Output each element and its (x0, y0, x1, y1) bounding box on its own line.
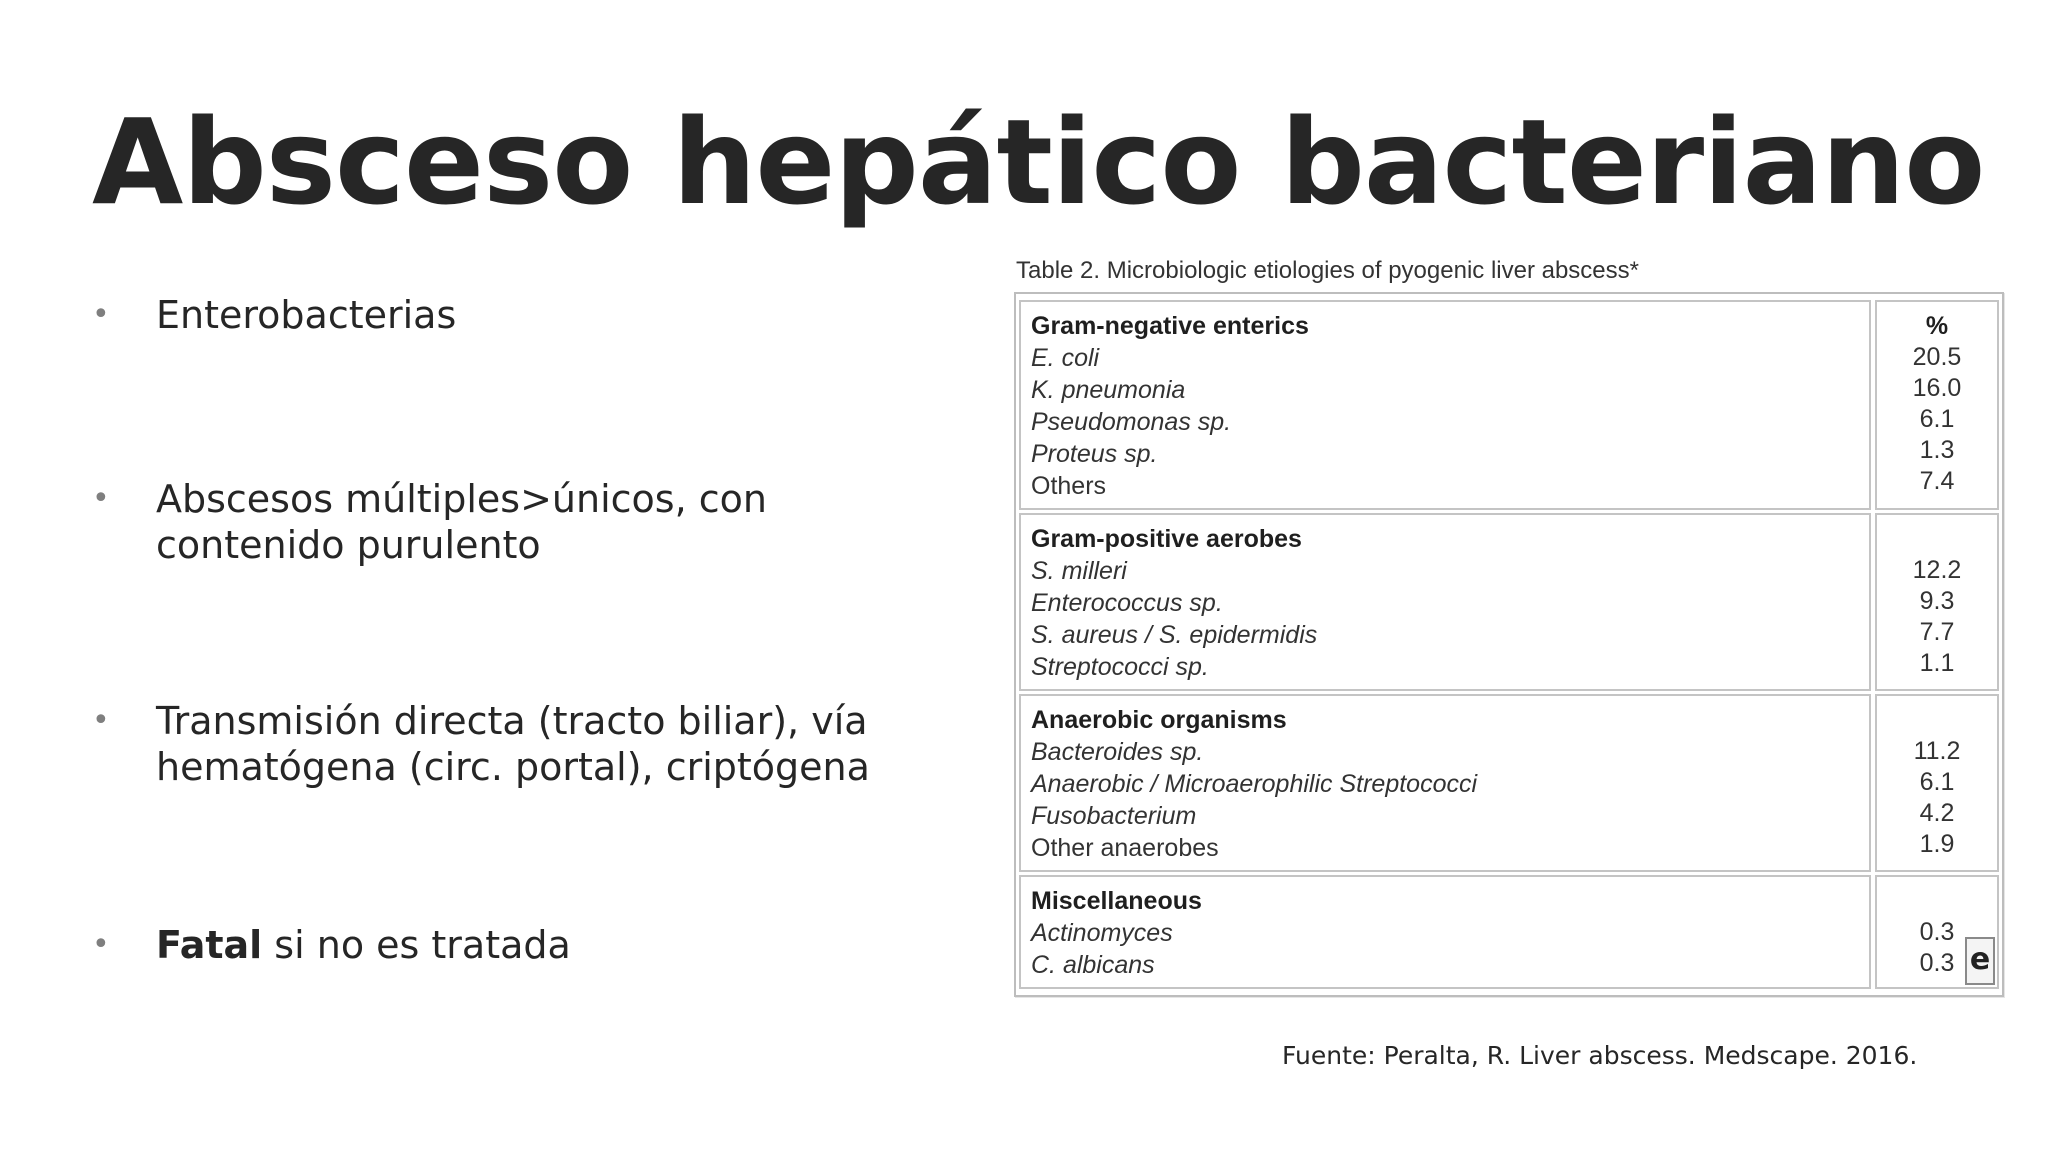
percent-value: 1.1 (1919, 649, 1955, 677)
bullet-text (156, 922, 571, 968)
percent-value: 11.2 (1913, 737, 1961, 765)
group-header: Gram-negative enterics (1031, 312, 1309, 340)
organism-name: C. albicans (1031, 951, 1155, 979)
group-header: Anaerobic organisms (1031, 706, 1287, 734)
percent-value: 0.3 (1919, 918, 1955, 946)
bullet-line: hematógena (circ. portal), criptógena (156, 745, 870, 789)
organism-name: Bacteroides sp. (1031, 738, 1204, 766)
bullet-rest-text: si no es tratada (262, 923, 571, 967)
organism-name: Streptococci sp. (1031, 653, 1209, 681)
percent-header: % (1925, 312, 1949, 340)
bullet-text (156, 698, 870, 790)
bullet-item-fatal (92, 922, 992, 968)
organism-name: Other anaerobes (1031, 834, 1219, 862)
bullet-dot-icon: • (92, 297, 110, 332)
slide-title: Absceso hepático bacteriano (92, 93, 1985, 231)
percent-value: 6.1 (1919, 768, 1955, 796)
group-organisms-cell (1019, 875, 1871, 989)
organism-name: S. aureus / S. epidermidis (1031, 621, 1318, 649)
group-percent-cell (1875, 694, 1999, 872)
percent-value: 16.0 (1912, 374, 1962, 402)
bullet-bold-text: Fatal (156, 923, 263, 967)
bullet-dot-icon: • (92, 703, 110, 738)
percent-value: 6.1 (1919, 405, 1955, 433)
group-header: Miscellaneous (1031, 887, 1202, 915)
percent-value: 7.4 (1919, 467, 1955, 495)
organism-name: K. pneumonia (1031, 376, 1186, 404)
group-organisms-cell (1019, 694, 1871, 872)
percent-value: 7.7 (1919, 618, 1955, 646)
organism-name: Others (1031, 472, 1107, 500)
percent-value: 1.9 (1919, 830, 1955, 858)
group-percent-cell (1875, 300, 1999, 510)
source-citation: Fuente: Peralta, R. Liver abscess. Medscape. 2016. (1282, 1041, 1918, 1070)
publisher-logo-icon: e (1965, 937, 1995, 985)
table-group-gram-negative (1019, 300, 1999, 510)
bullet-item-enterobacterias (92, 292, 992, 338)
organism-name: Actinomyces (1031, 919, 1173, 947)
bullet-dot-icon: • (92, 927, 110, 962)
percent-value: 1.3 (1919, 436, 1955, 464)
organism-name: Anaerobic / Microaerophilic Streptococci (1031, 770, 1478, 798)
organism-name: S. milleri (1031, 557, 1127, 585)
percent-spacer (1877, 523, 1997, 555)
percent-value: 20.5 (1912, 343, 1962, 371)
percent-value: 12.2 (1912, 556, 1962, 584)
percent-spacer (1877, 704, 1997, 736)
group-percent-cell (1875, 875, 1999, 989)
bullet-dot-icon: • (92, 481, 110, 516)
group-percent-cell (1875, 513, 1999, 691)
percent-spacer (1877, 885, 1997, 917)
bullet-text (156, 476, 767, 568)
percent-value: 0.3 (1919, 949, 1955, 977)
percent-value: 9.3 (1919, 587, 1955, 615)
group-header: Gram-positive aerobes (1031, 525, 1302, 553)
bullet-text: Enterobacterias (156, 293, 457, 337)
etiology-table-figure (1014, 256, 2004, 997)
table-group-anaerobic (1019, 694, 1999, 872)
etiology-table (1014, 292, 2004, 997)
bullet-line: Transmisión directa (tracto biliar), vía (156, 699, 868, 743)
percent-value: 4.2 (1919, 799, 1955, 827)
bullet-item-transmision (92, 698, 992, 790)
group-organisms-cell (1019, 300, 1871, 510)
table-caption: Table 2. Microbiologic etiologies of pyogenic liver abscess* (1016, 257, 1639, 284)
bullet-line: contenido purulento (156, 523, 541, 567)
organism-name: E. coli (1031, 344, 1100, 372)
bullet-item-abscesos (92, 476, 992, 568)
organism-name: Enterococcus sp. (1031, 589, 1223, 617)
group-organisms-cell (1019, 513, 1871, 691)
organism-name: Proteus sp. (1031, 440, 1158, 468)
table-group-miscellaneous (1019, 875, 1999, 989)
table-group-gram-positive (1019, 513, 1999, 691)
organism-name: Pseudomonas sp. (1031, 408, 1232, 436)
bullet-line: Abscesos múltiples>únicos, con (156, 477, 767, 521)
organism-name: Fusobacterium (1031, 802, 1197, 830)
